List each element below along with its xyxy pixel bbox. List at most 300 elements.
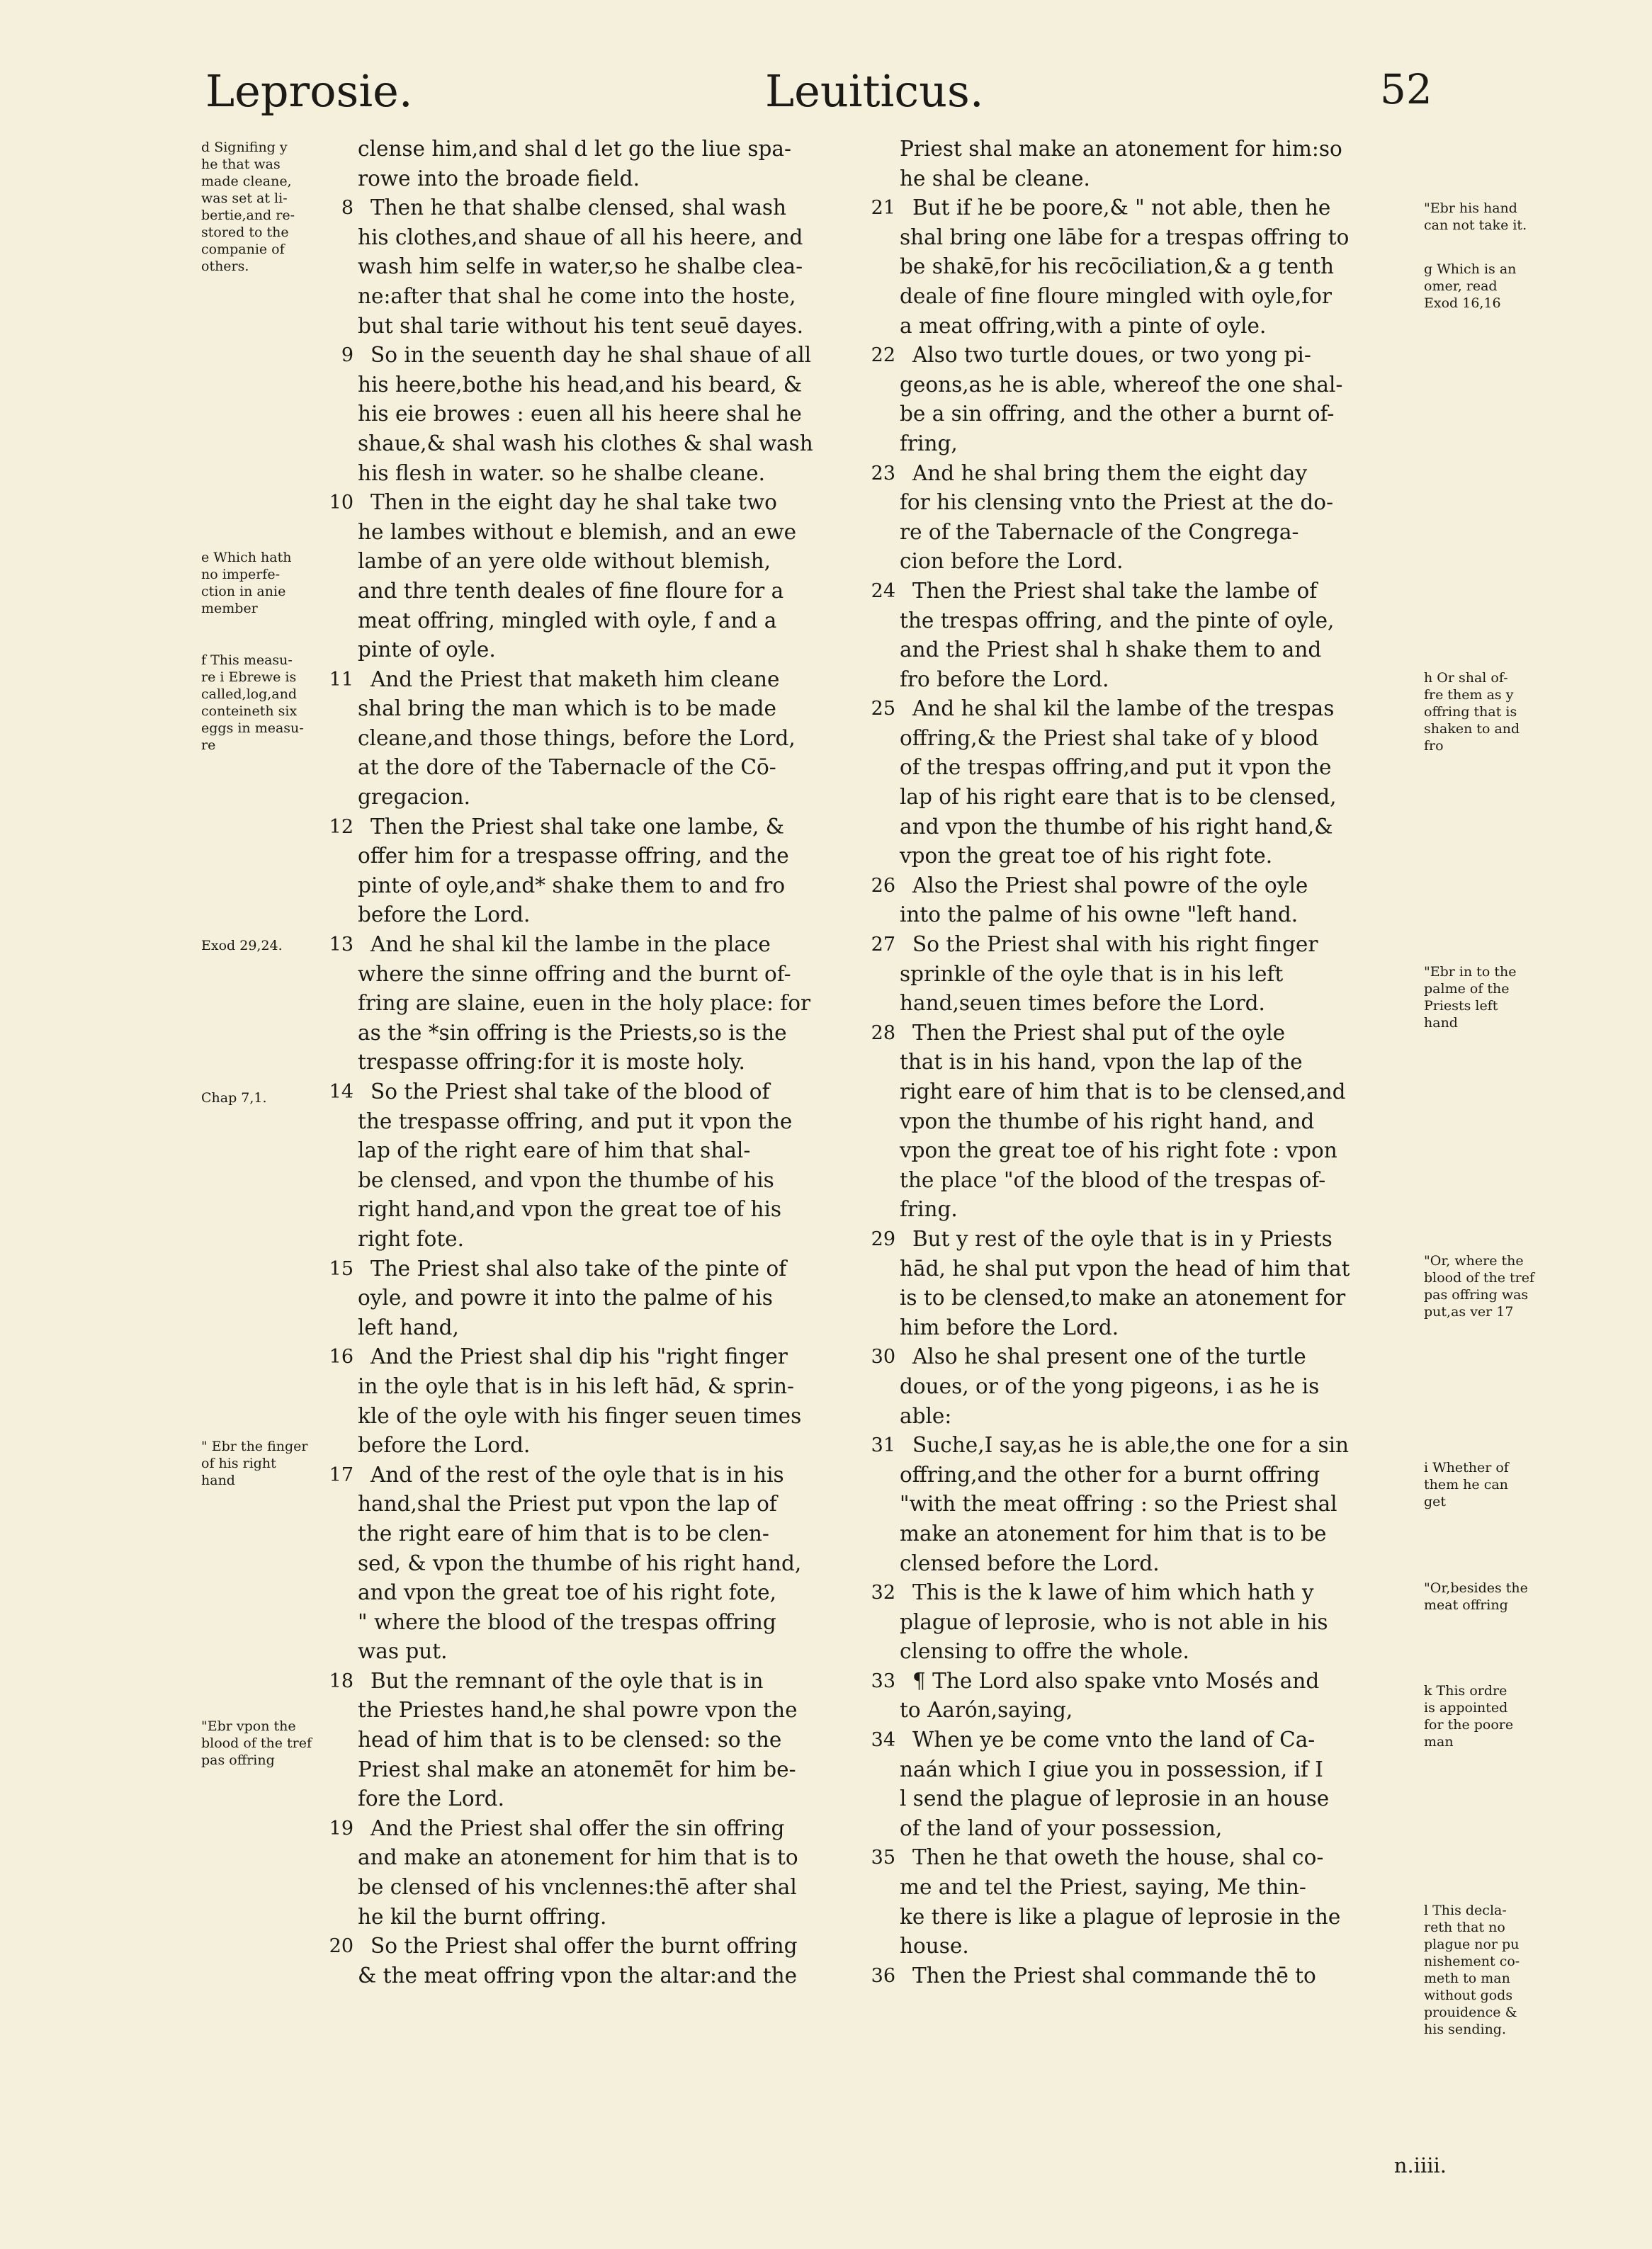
- line-text: he lambes without e blemish, and an ewe: [358, 519, 797, 544]
- line-text: and vpon the thumbe of his right hand,&: [900, 814, 1333, 839]
- text-line: [358, 1372, 868, 1402]
- line-text: geons,as he is able, whereof the one shal-: [900, 372, 1343, 397]
- verse-number: 28: [871, 1021, 895, 1044]
- line-text: l send the plague of leprosie in an house: [900, 1786, 1330, 1811]
- margin-note-line: called,log,and: [201, 686, 298, 702]
- text-line: [871, 1431, 1417, 1461]
- line-text: his flesh in water. so he shalbe cleane.: [358, 460, 766, 485]
- text-line: [358, 1225, 868, 1254]
- line-text: " where the blood of the trespas offring: [358, 1609, 776, 1634]
- line-text: the trespas offring, and the pinte of oyle,: [900, 608, 1335, 633]
- line-text: Also the Priest shal powre of the oyle: [912, 873, 1308, 897]
- margin-note-line: offring that is: [1424, 704, 1517, 720]
- verse-number: 27: [871, 934, 895, 956]
- margin-note-line: is appointed: [1424, 1700, 1508, 1716]
- text-line: [358, 547, 868, 577]
- verse-number: 14: [329, 1081, 353, 1103]
- margin-note-line: no imperfe-: [201, 567, 280, 582]
- right-text-column: [871, 135, 1417, 1990]
- line-text: offer him for a trespasse offring, and the: [358, 844, 789, 868]
- text-line: [358, 1490, 868, 1519]
- margin-note-line: Priests left: [1424, 998, 1498, 1014]
- line-text: Priest shal make an atonement for him:so: [900, 137, 1342, 161]
- line-text: of the trespas offring,and put it vpon the: [900, 755, 1332, 780]
- line-text: clensing to offre the whole.: [900, 1639, 1189, 1664]
- margin-note-line: can not take it.: [1424, 217, 1527, 233]
- header-left: Leprosie.: [205, 65, 413, 117]
- margin-note: [201, 937, 343, 954]
- text-line: [358, 312, 868, 341]
- text-line: [900, 1549, 1417, 1579]
- text-line: [358, 1195, 868, 1225]
- line-text: fore the Lord.: [358, 1786, 505, 1811]
- line-text: doues, or of the yong pigeons, i as he is: [900, 1373, 1320, 1398]
- line-text: before the Lord.: [358, 1433, 531, 1458]
- margin-note-line: "Or, where the: [1424, 1253, 1524, 1269]
- text-line: [358, 783, 868, 812]
- line-text: And he shal kil the lambe of the trespas: [912, 696, 1335, 721]
- text-line: [358, 1549, 868, 1579]
- verse-number: 29: [871, 1228, 895, 1250]
- text-line: [900, 1107, 1417, 1137]
- margin-note-line: pas offring: [201, 1752, 275, 1768]
- text-line: [341, 193, 868, 223]
- text-line: [358, 400, 868, 429]
- text-line: [900, 1637, 1417, 1667]
- line-text: vpon the thumbe of his right hand, and: [900, 1109, 1315, 1133]
- line-text: And the Priest shal offer the sin offring: [370, 1815, 785, 1840]
- line-text: Also two turtle doues, or two yong pi-: [912, 343, 1311, 368]
- line-text: fring are slaine, euen in the holy place: for: [358, 991, 811, 1016]
- text-line: [358, 164, 868, 194]
- margin-note: [201, 1718, 343, 1769]
- text-line: [871, 341, 1417, 370]
- text-line: [871, 1342, 1417, 1372]
- margin-note-line: without gods: [1424, 1988, 1513, 2003]
- line-text: make an atonement for him that is to be: [900, 1521, 1327, 1546]
- line-text: Also he shal present one of the turtle: [912, 1344, 1306, 1369]
- margin-note-line: e Which hath: [201, 550, 292, 565]
- text-line: [900, 1077, 1417, 1107]
- text-line: [900, 1372, 1417, 1402]
- line-text: So the Priest shal with his right finger: [912, 932, 1318, 957]
- text-line: [900, 753, 1417, 783]
- margin-note: [1424, 1902, 1566, 2038]
- verse-number: 17: [329, 1463, 353, 1486]
- line-text: at the dore of the Tabernacle of the Cō-: [358, 755, 776, 780]
- line-text: Then the Priest shal put of the oyle: [912, 1020, 1286, 1045]
- text-line: [358, 1608, 868, 1638]
- text-line: [358, 900, 868, 930]
- verse-number: 33: [871, 1670, 895, 1692]
- text-line: [358, 1578, 868, 1608]
- text-line: [358, 606, 868, 636]
- verse-number: 35: [871, 1847, 895, 1869]
- text-line: [871, 1961, 1417, 1991]
- margin-note-line: l This decla-: [1424, 1903, 1507, 1918]
- text-line: [900, 1490, 1417, 1519]
- text-line: [900, 960, 1417, 990]
- margin-note-line: re: [201, 737, 216, 753]
- margin-note: [201, 652, 343, 754]
- line-text: ne:after that shal he come into the hoste,: [358, 283, 796, 308]
- margin-note-line: hand: [201, 1473, 235, 1488]
- text-line: [358, 1519, 868, 1549]
- line-text: right hand,and vpon the great toe of his: [358, 1197, 782, 1222]
- margin-note-line: blood of the tref: [201, 1735, 312, 1751]
- line-text: deale of fine floure mingled with oyle,for: [900, 283, 1332, 308]
- line-text: Priest shal make an atonemēt for him be-: [358, 1757, 796, 1781]
- text-line: [871, 1225, 1417, 1254]
- margin-note-line: Exod 16,16: [1424, 295, 1501, 311]
- margin-note-line: eggs in measu-: [201, 720, 304, 736]
- margin-note-line: "Or,besides the: [1424, 1580, 1528, 1596]
- margin-note-line: "Ebr in to the: [1424, 964, 1517, 980]
- text-line: [871, 1726, 1417, 1755]
- text-line: [329, 1077, 868, 1107]
- text-line: [358, 1903, 868, 1932]
- text-line: [358, 1166, 868, 1196]
- text-line: [900, 312, 1417, 341]
- verse-number: 26: [871, 874, 895, 897]
- text-line: [329, 1342, 868, 1372]
- text-line: [358, 282, 868, 312]
- line-text: So the Priest shal offer the burnt offring: [370, 1934, 798, 1959]
- margin-note: [201, 139, 343, 275]
- line-text: his heere,bothe his head,and his beard, &: [358, 372, 803, 397]
- text-line: [900, 1696, 1417, 1726]
- verse-number: 15: [329, 1257, 353, 1280]
- margin-note-line: prouidence &: [1424, 2005, 1517, 2020]
- line-text: him before the Lord.: [900, 1315, 1119, 1339]
- line-text: was put.: [358, 1639, 448, 1664]
- margin-note-line: meat offring: [1424, 1597, 1508, 1613]
- text-line: [900, 370, 1417, 400]
- text-line: [871, 577, 1417, 606]
- verse-number: 32: [871, 1582, 895, 1604]
- text-line: [900, 223, 1417, 253]
- line-text: and the Priest shal h shake them to and: [900, 638, 1322, 662]
- text-line: [358, 753, 868, 783]
- text-line: [900, 1284, 1417, 1313]
- line-text: "with the meat offring : so the Priest shal: [900, 1492, 1337, 1517]
- margin-note: [201, 549, 343, 617]
- text-line: [900, 665, 1417, 695]
- verse-number: 19: [329, 1817, 353, 1840]
- text-line: [358, 1431, 868, 1461]
- text-line: [358, 635, 868, 665]
- verse-number: 8: [341, 197, 353, 220]
- text-line: [900, 989, 1417, 1019]
- line-text: And he shal bring them the eight day: [912, 460, 1308, 485]
- text-line: [900, 1313, 1417, 1343]
- margin-note-line: stored to the: [201, 225, 289, 240]
- text-line: [900, 488, 1417, 518]
- line-text: lambe of an yere olde without blemish,: [358, 549, 771, 574]
- margin-note: [1424, 669, 1566, 754]
- line-text: able:: [900, 1403, 952, 1428]
- line-text: And the Priest shal dip his "right finger: [370, 1344, 788, 1369]
- margin-note-line: omer, read: [1424, 278, 1498, 294]
- line-text: fring,: [900, 431, 958, 455]
- line-text: But the remnant of the oyle that is in: [370, 1668, 764, 1693]
- line-text: a meat offring,with a pinte of oyle.: [900, 313, 1267, 338]
- line-text: his clothes,and shaue of all his heere, and: [358, 225, 803, 249]
- line-text: he shal be cleane.: [900, 166, 1090, 191]
- margin-note-line: bertie,and re-: [201, 208, 295, 223]
- text-line: [900, 635, 1417, 665]
- text-line: [900, 1048, 1417, 1077]
- line-text: and vpon the great toe of his right fote,: [358, 1580, 776, 1605]
- line-text: right eare of him that is to be clensed,and: [900, 1080, 1346, 1104]
- text-line: [358, 1961, 868, 1991]
- text-line: [900, 1903, 1417, 1932]
- margin-note-line: fro: [1424, 738, 1444, 754]
- catchword: n.iiii.: [1393, 2153, 1447, 2177]
- text-line: [358, 1313, 868, 1343]
- line-text: plague of leprosie, who is not able in his: [900, 1609, 1328, 1634]
- line-text: be clensed, and vpon the thumbe of his: [358, 1167, 774, 1192]
- margin-note-line: ction in anie: [201, 584, 286, 599]
- margin-note: [201, 1089, 343, 1106]
- margin-note-line: d Signifing y: [201, 140, 288, 155]
- text-line: [358, 459, 868, 489]
- verse-number: 30: [871, 1346, 895, 1369]
- line-text: the right eare of him that is to be clen-: [358, 1521, 769, 1546]
- line-text: house.: [900, 1934, 969, 1959]
- line-text: where the sinne offring and the burnt of-: [358, 961, 791, 986]
- text-line: [358, 1402, 868, 1432]
- line-text: shaue,& shal wash his clothes & shal wash: [358, 431, 813, 455]
- verse-number: 31: [871, 1434, 895, 1457]
- line-text: So the Priest shal take of the blood of: [370, 1080, 770, 1104]
- line-text: The Priest shal also take of the pinte of: [370, 1256, 787, 1281]
- line-text: naán which I giue you in possession, if I: [900, 1757, 1323, 1781]
- header-book-title: Leuiticus.: [765, 65, 984, 117]
- text-line: [358, 1755, 868, 1785]
- verse-number: 24: [871, 579, 895, 602]
- line-text: me and tel the Priest, saying, Me thin-: [900, 1875, 1306, 1900]
- line-text: and make an atonement for him that is to: [358, 1845, 798, 1870]
- margin-note: [201, 1438, 343, 1489]
- line-text: lap of his right eare that is to be clensed,: [900, 785, 1337, 810]
- line-text: meat offring, mingled with oyle, f and a: [358, 608, 777, 633]
- line-text: lap of the right eare of him that shal-: [358, 1138, 751, 1163]
- text-line: [900, 135, 1417, 164]
- text-line: [358, 135, 868, 164]
- line-text: as the *sin offring is the Priests,so is the: [358, 1020, 787, 1045]
- line-text: sprinkle of the oyle that is in his left: [900, 961, 1284, 986]
- verse-number: 9: [341, 344, 353, 367]
- text-line: [900, 518, 1417, 548]
- text-line: [358, 1873, 868, 1903]
- line-text: left hand,: [358, 1315, 459, 1339]
- margin-note-line: shaken to and: [1424, 721, 1520, 737]
- text-line: [900, 252, 1417, 282]
- margin-note: [1424, 1252, 1566, 1320]
- text-line: [900, 1461, 1417, 1490]
- margin-note-line: "Ebr his hand: [1424, 200, 1517, 216]
- text-line: [900, 547, 1417, 577]
- line-text: shal bring the man which is to be made: [358, 696, 776, 721]
- margin-note-line: k This ordre: [1424, 1683, 1507, 1699]
- text-line: [358, 1784, 868, 1814]
- margin-note: [1424, 1580, 1566, 1614]
- text-line: [358, 518, 868, 548]
- line-text: ¶ The Lord also spake vnto Mosés and: [912, 1668, 1320, 1693]
- line-text: cleane,and those things, before the Lord,: [358, 725, 796, 750]
- text-line: [900, 1519, 1417, 1549]
- line-text: fring.: [900, 1197, 958, 1222]
- verse-number: 12: [329, 815, 353, 838]
- text-line: [900, 1136, 1417, 1166]
- line-text: ke there is like a plague of leprosie in the: [900, 1904, 1341, 1929]
- line-text: that is in his hand, vpon the lap of the: [900, 1050, 1303, 1075]
- margin-note-line: re i Ebrewe is: [201, 669, 297, 685]
- text-line: [900, 282, 1417, 312]
- line-text: be shakē,for his recōciliation,& a g tenth: [900, 254, 1334, 279]
- text-line: [358, 1843, 868, 1873]
- verse-number: 36: [871, 1964, 895, 1987]
- verse-number: 23: [871, 462, 895, 485]
- line-text: pinte of oyle.: [358, 638, 496, 662]
- margin-note-line: Exod 29,24.: [201, 938, 283, 953]
- line-text: But y rest of the oyle that is in y Priests: [912, 1226, 1333, 1251]
- margin-note-line: "Ebr vpon the: [201, 1718, 296, 1734]
- line-text: & the meat offring vpon the altar:and the: [358, 1963, 798, 1988]
- text-line: [900, 400, 1417, 429]
- margin-note-line: fre them as y: [1424, 687, 1514, 703]
- line-text: hād, he shal put vpon the head of him that: [900, 1256, 1350, 1281]
- margin-note-line: reth that no: [1424, 1920, 1505, 1935]
- line-text: This is the k lawe of him which hath y: [912, 1580, 1314, 1605]
- line-text: offring,and the other for a burnt offring: [900, 1462, 1320, 1487]
- line-text: Then the Priest shal take the lambe of: [912, 578, 1318, 603]
- margin-note-line: man: [1424, 1734, 1454, 1750]
- line-text: offring,& the Priest shal take of y blood: [900, 725, 1319, 750]
- text-line: [900, 1254, 1417, 1284]
- margin-note: [1424, 200, 1566, 234]
- line-text: for his clensing vnto the Priest at the do-: [900, 490, 1334, 515]
- verse-number: 11: [329, 668, 353, 691]
- line-text: be a sin offring, and the other a burnt of-: [900, 402, 1335, 426]
- running-header: [0, 65, 1652, 143]
- line-text: When ye be come vnto the land of Ca-: [912, 1728, 1316, 1752]
- text-line: [358, 1284, 868, 1313]
- line-text: Then in the eight day he shal take two: [370, 490, 777, 515]
- text-line: [358, 252, 868, 282]
- verse-number: 20: [329, 1935, 353, 1958]
- text-line: [329, 930, 868, 960]
- text-line: [358, 1107, 868, 1137]
- text-line: [900, 1932, 1417, 1961]
- line-text: be clensed of his vnclennes:thē after shal: [358, 1875, 797, 1900]
- margin-note-line: plague nor pu: [1424, 1937, 1520, 1952]
- text-line: [329, 1814, 868, 1844]
- line-text: and thre tenth deales of fine floure for a: [358, 578, 784, 603]
- line-text: And he shal kil the lambe in the place: [370, 932, 771, 957]
- line-text: And the Priest that maketh him cleane: [370, 667, 780, 691]
- line-text: clensed before the Lord.: [900, 1551, 1160, 1575]
- margin-note-line: hand: [1424, 1015, 1458, 1031]
- line-text: wash him selfe in water,so he shalbe clea-: [358, 254, 803, 279]
- text-line: [900, 900, 1417, 930]
- text-line: [358, 960, 868, 990]
- text-line: [329, 1254, 868, 1284]
- line-text: kle of the oyle with his finger seuen times: [358, 1403, 802, 1428]
- margin-note-line: others.: [201, 259, 249, 274]
- line-text: clense him,and shal d let go the liue spa-: [358, 137, 791, 161]
- text-line: [900, 1755, 1417, 1785]
- line-text: hand,shal the Priest put vpon the lap of: [358, 1492, 777, 1517]
- text-line: [358, 724, 868, 754]
- text-line: [900, 812, 1417, 842]
- text-line: [871, 193, 1417, 223]
- margin-note-line: put,as ver 17: [1424, 1304, 1514, 1320]
- margin-note-line: " Ebr the finger: [201, 1439, 308, 1454]
- line-text: is to be clensed,to make an atonement for: [900, 1286, 1346, 1310]
- verse-number: 25: [871, 698, 895, 720]
- line-text: vpon the great toe of his right fote : vpon: [900, 1138, 1337, 1163]
- line-text: but shal tarie without his tent seuē dayes.: [358, 313, 804, 338]
- line-text: he kil the burnt offring.: [358, 1904, 607, 1929]
- text-line: [900, 1784, 1417, 1814]
- margin-note: [1424, 1682, 1566, 1750]
- line-text: his eie browes : euen all his heere shal he: [358, 402, 802, 426]
- line-text: the trespasse offring, and put it vpon the: [358, 1109, 793, 1133]
- text-line: [900, 842, 1417, 871]
- line-text: So in the seuenth day he shal shaue of all: [370, 343, 812, 368]
- text-line: [329, 1932, 868, 1961]
- line-text: Then the Priest shal commande thē to: [912, 1963, 1316, 1988]
- margin-note: [1424, 963, 1566, 1031]
- line-text: of the land of your possession,: [900, 1815, 1223, 1840]
- line-text: pinte of oyle,and* shake them to and fro: [358, 873, 786, 897]
- text-line: [358, 871, 868, 901]
- text-line: [341, 341, 868, 370]
- text-line: [900, 1608, 1417, 1638]
- text-line: [871, 871, 1417, 901]
- margin-note: [1424, 1459, 1566, 1510]
- line-text: cion before the Lord.: [900, 549, 1124, 574]
- text-line: [871, 1843, 1417, 1873]
- line-text: trespasse offring:for it is moste holy.: [358, 1050, 745, 1075]
- line-text: hand,seuen times before the Lord.: [900, 991, 1265, 1016]
- margin-note: [1424, 261, 1566, 312]
- text-line: [900, 1166, 1417, 1196]
- margin-note-line: palme of the: [1424, 981, 1510, 997]
- verse-number: 16: [329, 1346, 353, 1369]
- verse-number: 18: [329, 1670, 353, 1692]
- margin-note-line: them he can: [1424, 1477, 1508, 1492]
- line-text: Then he that shalbe clensed, shal wash: [370, 196, 787, 220]
- text-line: [871, 1019, 1417, 1048]
- margin-note-line: pas offring was: [1424, 1287, 1529, 1303]
- left-text-column: [329, 135, 868, 1990]
- text-line: [358, 694, 868, 724]
- text-line: [358, 1019, 868, 1048]
- line-text: before the Lord.: [358, 902, 531, 927]
- text-line: [900, 164, 1417, 194]
- text-line: [329, 1667, 868, 1696]
- margin-note-line: he that was: [201, 157, 281, 172]
- margin-note-line: companie of: [201, 242, 285, 257]
- margin-note-line: h Or shal of-: [1424, 670, 1508, 686]
- text-line: [358, 1726, 868, 1755]
- line-text: gregacion.: [358, 785, 471, 810]
- verse-number: 21: [871, 197, 895, 220]
- verse-number: 34: [871, 1729, 895, 1752]
